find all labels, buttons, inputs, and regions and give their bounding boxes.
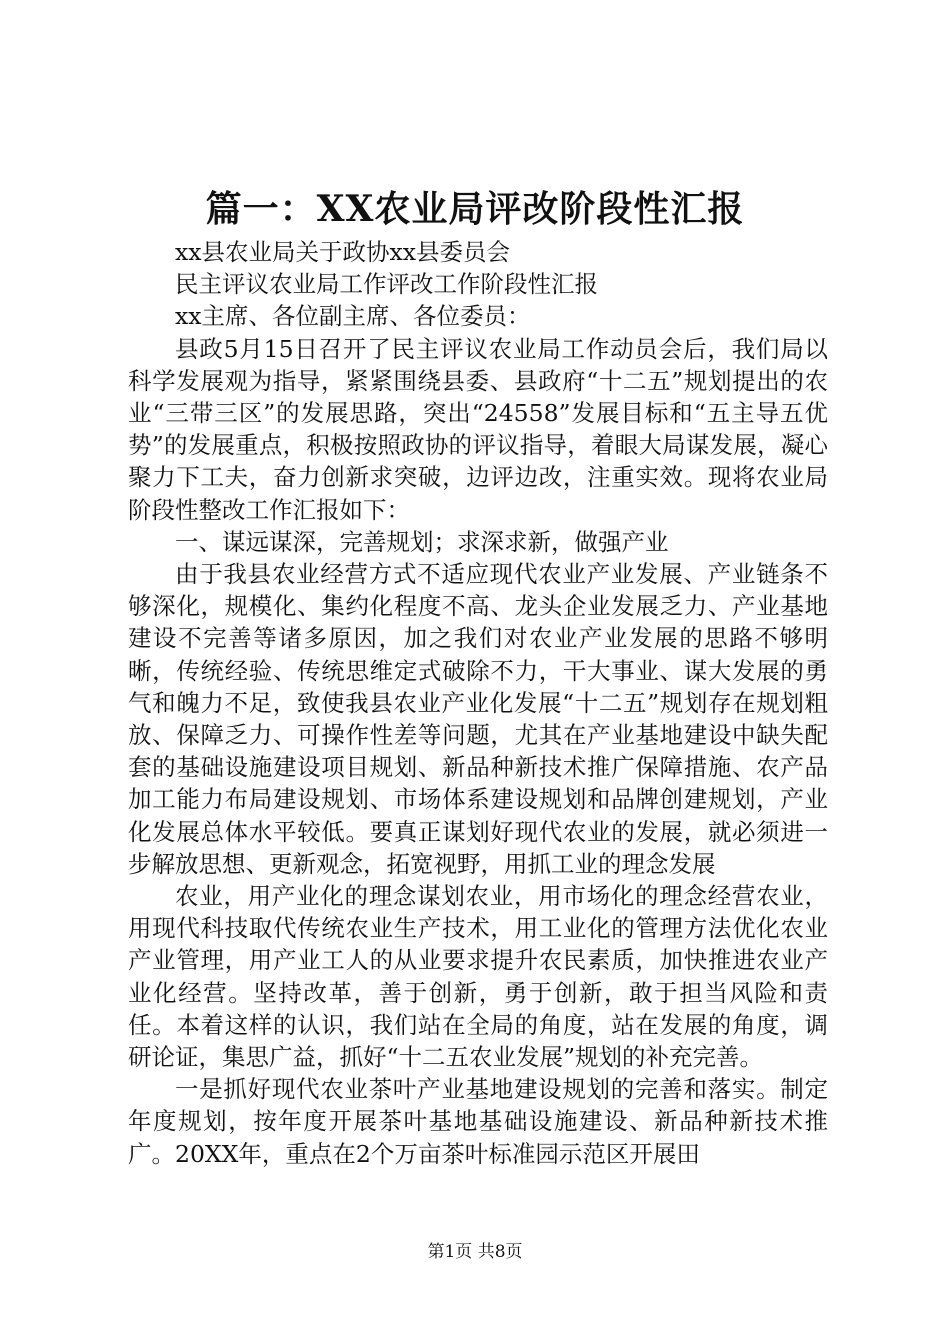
- paragraph: 一是抓好现代农业茶叶产业基地建设规划的完善和落实。制定年度规划，按年度开展茶叶基地基础设施建设、新品种新技术推广。20XX年，重点在2个万亩茶叶标准园示范区开展田: [128, 1075, 828, 1168]
- page-number-footer: 第1页 共8页: [427, 1242, 523, 1262]
- document-title: 篇一：XX农业局评改阶段性汇报: [205, 188, 745, 230]
- paragraph: 县政5月15日召开了民主评议农业局工作动员会后，我们局以科学发展观为指导，紧紧围绕县委、县政府“十二五”规划提出的农业“三带三区”的发展思路，突出“24558”发展目标和“五主导五优势”的发展重点，积极按照政协的评议指导，着眼大局谋发展，凝心聚力下工夫，奋力创新求突破，边评边改，注重实效。现将农业局阶段性整改工作汇报如下：: [128, 334, 828, 524]
- document-body: [128, 236, 828, 1170]
- paragraph: xx主席、各位副主席、各位委员：: [175, 302, 531, 331]
- paragraph: 民主评议农业局工作评改工作阶段性汇报: [175, 270, 598, 299]
- paragraph: 农业，用产业化的理念谋划农业，用市场化的理念经营农业，用现代科技取代传统农业生产技术，用工业化的管理方法优化农业产业管理，用产业工人的从业要求提升农民素质，加快推进农业产业化经营。坚持改革，善于创新，勇于创新，敢于担当风险和责任。本着这样的认识，我们站在全局的角度，站在发展的角度，调研论证，集思广益，抓好“十二五农业发展”规划的补充完善。: [128, 882, 828, 1072]
- paragraph: xx县农业局关于政协xx县委员会: [175, 238, 511, 266]
- section-heading: 一、谋远谋深，完善规划；求深求新，做强产业: [175, 527, 669, 556]
- paragraph: 由于我县农业经营方式不适应现代农业产业发展、产业链条不够深化，规模化、集约化程度不高、龙头企业发展乏力、产业基地建设不完善等诸多原因，加之我们对农业产业发展的思路不够明晰，传统经验、传统思维定式破除不力，干大事业、谋大发展的勇气和魄力不足，致使我县农业产业化发展“十二五”规划存在规划粗放、保障乏力、可操作性差等问题，尤其在产业基地建设中缺失配套的基础设施建设项目规划、新品种新技术推广保障措施、农产品加工能力布局建设规划、市场体系建设规划和品牌创建规划，产业化发展总体水平较低。要真正谋划好现代农业的发展，就必须进一步解放思想、更新观念，拓宽视野，用抓工业的理念发展: [128, 560, 828, 878]
